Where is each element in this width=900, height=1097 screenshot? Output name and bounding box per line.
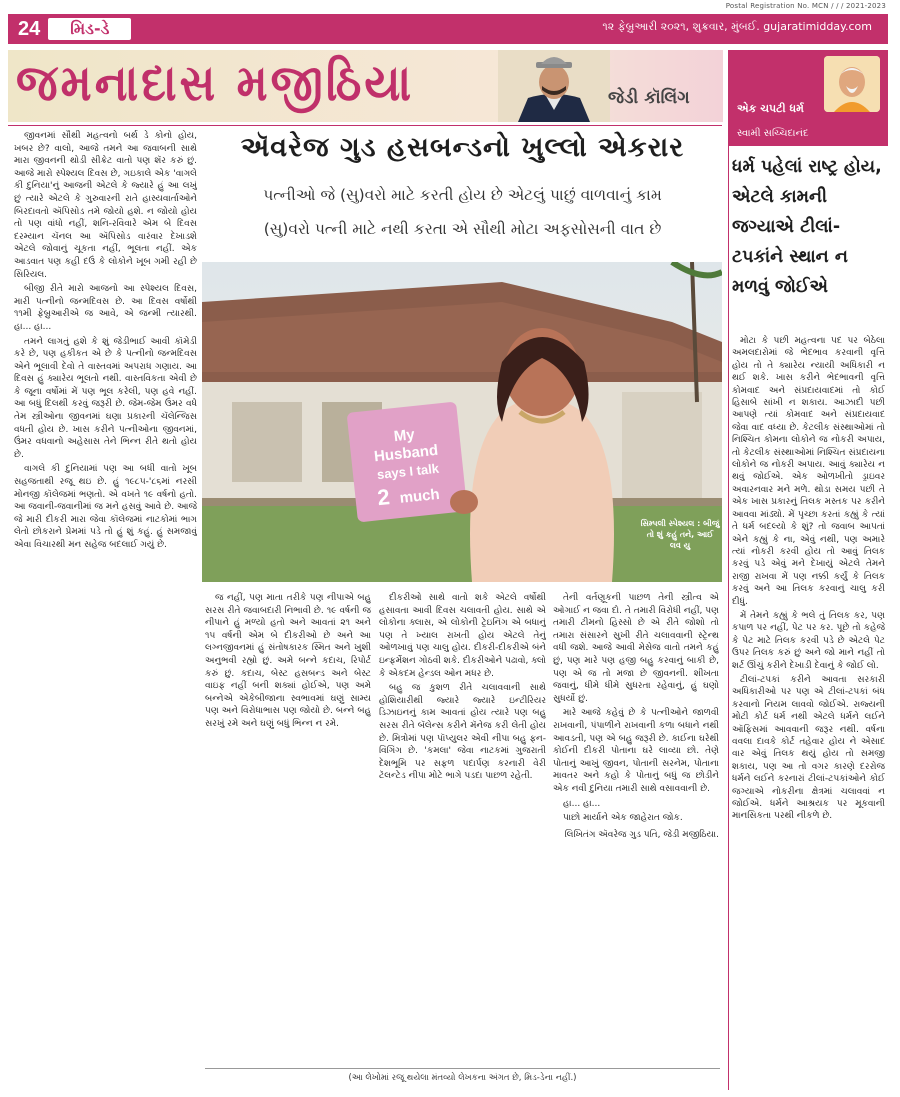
deck-line-2: (સુ)વરો પત્ની માટે નથી કરતા એ સૌથી મોટા અફસોસની વાત છે [263, 220, 662, 238]
photo-caption: સિમ્પલી સ્પેશ્યલ : બીજું તો શું કહું તને, આઈ લવ યુ [640, 519, 720, 550]
sidebar-paragraph: ટીલાં-ટપકાં કરીને આવતા સરકારી અધિકારીઓ પર પણ એ ટીલાં-ટપકાં બંધ કરવાનો નિયમ લાવવો જોઈએ. રાજ્યની મોટી કોર્ટ ધર્મ નથી એટલે ધર્મને લઈને ઑફિસમાં આવવાની જરૂર નથી. વર્ષના વવલા દાવકે કોર્ટ તહેવાર હોય ને એસાદ વાર એવું તિલક થયું હોય તો સમજી શકાય, પણ આ તો વગર કારણે દરરોજ ધર્મને લઈને કરનારાં ટીલાં-ટપકાંઓને કોઈ જગ્યાએ નોકરીના ક્ષેત્રમાં ચલાવવાં ન જોઈએ. ધર્મને આશ્રયક પર મૂકવાની માનસિકતા પરથી નીકળે છે. [732, 674, 885, 822]
author-photo [498, 50, 610, 122]
sign-text-line-2: Husband [373, 441, 439, 466]
column-banner [8, 50, 723, 122]
sidebar-author-name: સ્વામી સચ્ચિદાનંદ [737, 128, 809, 139]
article-paragraph: તમને લાગતું હશે કે શું જેડીભાઈ આવી કૉમેડી કરે છે, પણ હકીકત એ છે કે પત્નીનો જન્મદિવસ એને ભૂલાવી દેવો તે વાસ્તવમાં અપરાધ ગણાય. આ દિવસ હું ક્યારેય ભૂલતો નથી. વાસ્તવિકતા એવી છે કે જૂના વર્ષોમાં મેં પણ ભૂલ કરેલી, પણ હવે નહીં. આ બધું દિલથી કરવું જરૂરી છે. જેમ-જેમ ઉંમર વધે તેમ સ્ત્રીઓના જીવનમાં ઘણા પ્રકારની ચૅલેન્જિસ વધતી હોય છે. ખાસ કરીને પત્નીઓના જીવનમાં, ઉંમર વધવાનો અહેસાસ તેને ભિન્ન રીતે થતો હોય છે. [14, 336, 197, 460]
page-header-band [8, 14, 888, 44]
sidebar-divider [728, 50, 729, 1090]
sign-text-line-1: My [392, 426, 416, 446]
article-headline: ઍવરેજ ગુડ હસબન્ડનો ખુલ્લો એકરાર [240, 132, 685, 163]
article-paragraph: બહુ જ કુશળ રીતે ચલાવવાની સાથે હોશિયારીથી જ્યારે જ્યારે ઇન્ટીરિયર ડિઝાઇનનું કામ આવતાં હોય ત્યારે પણ બહુ સરસ રીતે બૅલેન્સ કરીને મૅનેજ કરી લેતી હોય છે. મિત્રોમાં પણ પૉપ્યુલર એવી નીપા બહુ ફન-વિંગિંગ છે. 'કમલા' જેવા નાટકમાં ગુજરાતી દેશભૂમિ પર સફળ પદાર્પણ કરનારી વેરી ટૅલન્ટેડ નીપા મોટે ભાગે પડદા પાછળ રહેતી. [379, 683, 546, 782]
disclaimer-footnote: (આ લેખોમાં રજૂ થયેલા મંતવ્યો લેખકના અંગત છે, મિડ-ડેના નહીં.) [205, 1068, 720, 1083]
sign-text-line-3: says I talk [376, 460, 440, 483]
deck-line-1: પત્નીઓ જે (સુ)વરો માટે કરતી હોય છે એટલું પાછું વાળવાનું કામ [263, 186, 662, 204]
author-byline: જેડી કૉલિંગ [608, 88, 690, 108]
article-paragraph: તેની વર્તણૂકની પાછળ તેની સ્ત્રીત્વ એ ઓગાઈ ન જવા દો. તે તમારી વિરોધી નહીં, પણ તમારી ટીમનો હિસ્સો છે એ રીતે જોશો તો તમારા સંસારને સુખી રીતે ચલાવવાની સ્ટ્રેન્થ વધી જશે. આજે આવી મેસેજ વાતો તમને કહું છું, પણ મારે પણ હજી બહુ કરવાનું બાકી છે, પણ એ જ તો મજા છે જીવનની. શીખતા જવાનું, ધીમે ધીમે સુધરતા રહેવાનું, હું ઘણો સુધર્યો છું. [553, 593, 719, 704]
article-column-3 [379, 592, 546, 1062]
article-paragraph: જીવનમાં સૌથી મહત્વનો બર્થ ડે કોનો હોય, ખબર છે? વાલો, આજે તમને આ જવાબની સાથે મારા જીવનની થોડી સીક્રેટ વાતો પણ શૅર કરું છું. આજે મારો સ્પેશ્યલ દિવસ છે, ગઇકાલે એક 'વાગલે કી દુનિયા'નું આજની એટલે કે જ્યારે હું આ લખું છું ત્યારે એટલે કે ગુરુવારની રાતે હાસ્યવાર્તાઓને બિરદાવતો ઍપિસોડ તમે જોયો હશે. ન જોયો હોય તો પણ વાંધો નહીં, શનિ-રવિવારે એમ બે દિવસ દરમ્યાન ચૅનલ આ ઍપિસોડ વારંવાર દેખાડશે એટલે જોવાનું ચૂકતા નહીં, ભૂલતા નહીં. એક આડવાત પણ કહી દઉં કે લોકોને ખૂબ ગમી રહી છે સિરિયલ. [14, 131, 197, 280]
article-paragraph: જ નહીં, પણ માતા તરીકે પણ નીપાએ બહુ સરસ રીતે જવાબદારી નિભાવી છે. ૧૯ વર્ષની જ નીપાને હું મળ્યો હતો અને આવતાં ૨૧ અને ૧૫ વર્ષની એમ બે દીકરીઓ છે અને આ લગ્નજીવનમાં હું સંતોષકારક સ્મિત અને ખુશી અનુભવી રહ્યો છું. અમે બન્ને કદાચ, રિપોર્ટ કરું છું. કદાચ, બેસ્ટ હસબન્ડ અને બેસ્ટ વાઇફ નહીં બની શક્યાં હોઈએ, પણ અમે બન્નેએ એકેબીજાના સ્વભાવમાં ઘણું સામ્ય પણ અને વિરોધાભાસ પણ જોયો છે. બન્ને બહુ સરખું રમે અને ઘણું બધું ભિન્ન ન રમે. [205, 593, 371, 729]
postal-registration: Postal Registration No. MCN / / / 2021-2023 [725, 2, 886, 10]
article-paragraph: હા... હા... [563, 798, 601, 809]
article-paragraph: વાગલે કી દુનિયામાં પણ આ બધી વાતો ખૂબ સહજતાથી રજૂ થઇ છે. હું ૧૯૮૫-'૮૬માં નરસી મોનજી કૉલેજમાં ભણતો. એ વખતે ૧૯ વર્ષનો હતો. આ જવાની-જવાનીમાં જ મને હસવું આવે છે. આજે જે મારી દીકરી મારા જેવા કૉલેજમાં નાટકોમાં ભાગ લેતો છોકરાને પ્રેમમાં પડે તો હું શું કહું. હું સમજાવું એવા વિચારથી મન સહેજ બદલાઈ ગયું છે. [14, 464, 197, 550]
dateline: ૧૨ ફેબ્રુઆરી ૨૦૨૧, શુક્રવાર, મુંબઈ. gujaratimidday.com [602, 20, 872, 33]
article-paragraph: મારે આજે કહેવું છે કે પત્નીઓને જાળવી રાખવાની, પંપાળીને રાખવાની કળા બધાને નથી આવડતી, પણ એ બહુ જરૂરી છે. કાઈના ઘરેથી કોઈની દીકરી પોતાના ઘરે લાવ્યા છો. તેણે પોતાનું આખું જીવન, પોતાની સરનેમ, પોતાના માવતર અને કહો કે પોતાનું બધું જ છોડીને એક નવી દુનિયા તમારી સાથે વસાવવાની છે. [553, 708, 719, 794]
sidebar-paragraph: મોટા કે પછી મહત્વના પદ પર બેઠેલા અમલદારોમાં જે ભેદભાવ કરવાની વૃત્તિ હોય તો તે ક્યારેય ન્યાયી અધિકારી ન થઈ શકે. ખાસ કરીને ભેદભાવની વૃત્તિ કોમવાદ અને સંપ્રદાયવાદમાં તો કોઈ હિસાબે સાંખી ન શકાય. આઝાદી પછી આપણે ત્યાં કોમવાદ અને સંપ્રદાયવાદ જેવા વાદ વધ્યા છે. કેટલીક સંસ્થાઓમાં તો નિશ્ચિત કોમના લોકોને જ નોકરી અપાય, તો કેટલીક સંસ્થાઓમાં નિશ્ચિત સંપ્રદાયના લોકોને જ નોકરી અપાય. આવું ક્યારેય ન થવું જોઈએ. એક ઓળખીતો ડ્રાઇવર અવારનવાર મને મળે. થોડા સમય પછી તે એક ખાસ પ્રકારનું તિલક મસ્તક પર કરીને આવવા માંડ્યો. મેં પૃચ્છા કરતાં કહ્યું કે ત્યાં તે ધર્મ બદલ્યો કે શું? તો જવાબ આપતાં એને કહ્યું કે ના, એવું નથી, પણ અમારે ત્યાં નોકરી કરવી હોય તો આવું તિલક કરવું પડે એવું મને દેખાયું એટલે તેમને રાજી રાખવા મેં પણ નક્કી કર્યું કે તિલક કરવું અને આ તિલક કરવાનું ચાલુ કરી દીધું. [732, 336, 885, 607]
sidebar-column-tag: એક ચપટી ધર્મ [737, 102, 804, 115]
sidebar-header-box [729, 50, 888, 146]
sign-text-big: 2 [376, 484, 391, 511]
article-column-2 [205, 592, 371, 1062]
article-deck [205, 178, 720, 246]
section-name: મિડ-ડે [48, 18, 131, 40]
sidebar-headline: ધર્મ પહેલાં રાષ્ટ્ર હોય, એટલે કામની જગ્યાએ ટીલાં-ટપકાંને સ્થાન ન મળવું જોઈએ [732, 157, 882, 297]
sign-text-line-4: much [398, 485, 441, 507]
article-paragraph: પાછો માર્યાને એક જાહેરાત જોક. [563, 813, 683, 824]
column-name: જમનાદાસ મજીઠિયા [16, 54, 415, 113]
article-column-1 [14, 130, 197, 1078]
sidebar-author-photo [824, 56, 880, 112]
article-paragraph: દીકરીઓ સાથે વાતો શકે એટલે વર્ષોથી હસાવતા આવી દિવસ ચલાવતી હોય. સાથે એ લોકોના ક્લાસ, એ લોકોની ટ્રેઇનિંગ એ બધાનું પણ તે ખ્યાલ રાખતી હોય એટલે તેનું ઓળખાવું પણ ચાલુ હોય. દીકરી-દીકરીએ બંને ઇન્ફર્મેશન ગોઠવી શકે. દીકરીઓને પઢાવો, ક્લો કે એકદમ હેન્ડલ ઓન મધર છે. [379, 593, 546, 679]
article-column-4 [553, 592, 719, 1062]
header-rule [8, 125, 722, 126]
page-number: 24 [18, 17, 41, 40]
sidebar-body [732, 335, 885, 1085]
article-paragraph: બીજી રીતે મારો આજનો આ સ્પેશ્યલ દિવસ, મારી પત્નીનો જન્મદિવસ છે. આ દિવસ વર્ષોથી ૧૧મી ફેબ્રુઆરીએ જ આવે, એ જન્મી ત્યારથી. હા... હા... [14, 284, 197, 332]
article-signoff: લિખિતંગ ઍવરેજ ગુડ પતિ, જેડી મજીઠિયા. [564, 829, 719, 840]
sidebar-paragraph: મેં તેમને કહ્યું કે ભલે તું તિલક કર, પણ કપાળ પર નહીં, પેટ પર કર. પૂછે તો કહેજે કે પેટ માટે તિલક કરવી પડે છે એટલે પેટ ઉપર તિલક કરું છું અને જો માને નહીં તો શર્ટ ઊંચું કરીને દેખાડી દેવાનું કે જોઈ લો. [732, 610, 885, 671]
